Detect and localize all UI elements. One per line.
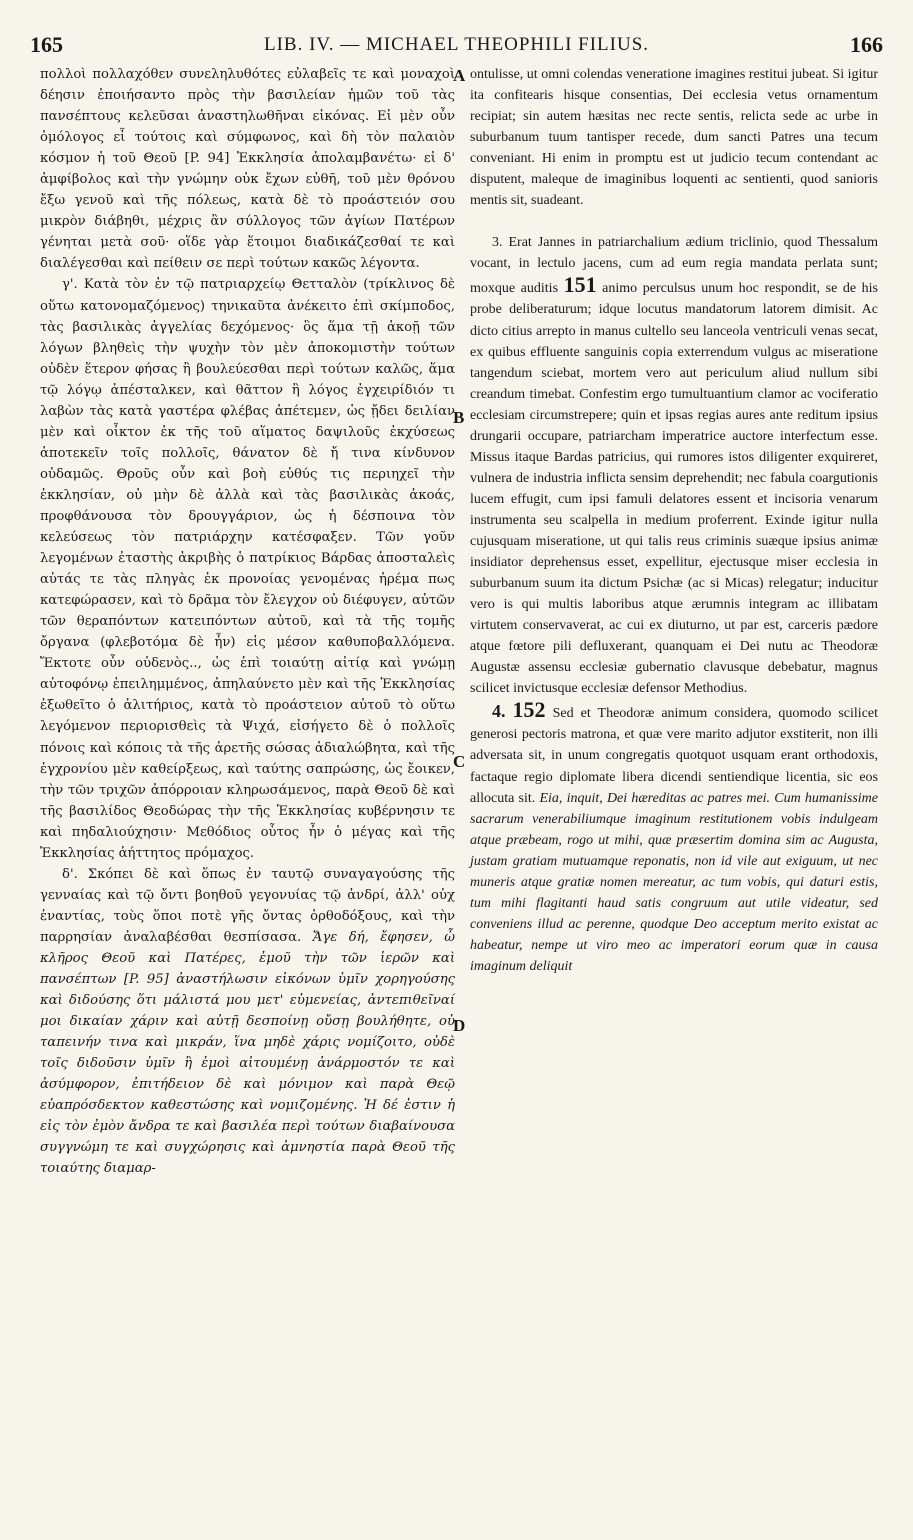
margin-marker-d: D — [453, 1016, 466, 1035]
latin-section-number-3: 3. — [492, 235, 503, 251]
marginal-page-number-152: 152 — [512, 697, 546, 723]
paragraph-gap — [470, 211, 878, 232]
margin-marker-c: C — [453, 752, 466, 771]
greek-paragraph-3-speech: Ἄγε δή, ἔφησεν, ὦ κλῆρος Θεοῦ καὶ Πατέρες, ἐμοῦ τὴν τῶν ἱερῶν καὶ πανσέπτων [P. 95] ἀναστήλωσιν εἰκόνων ὑμῖν χορηγούσης καὶ διδούσης ὅτι μάλιστά μου μετ' εὐμενείας, ἀντεπιθεῖναί μοι δικαίαν χάριν καὶ αὐτῇ δεσποίνῃ οὔσῃ βουλήθητε, οὐ ταπεινήν τινα καὶ μικράν, ἵνα μηδὲ χάρις νομίζοιτο, οὐδὲ τοῖς διδοῦσιν ὑμῖν ἢ ἐμοὶ αἰτουμένῃ ἀνάρμοστόν τε καὶ ἀσύμφορον, ἐπιτήδειον δὲ καὶ μόνιμον καὶ παρὰ Θεῷ εὐαπρόσδεκτον καθεστώσης καὶ νομιζομένης. Ἡ δέ ἐστιν ἡ εἰς τὸν ἐμὸν ἄνδρα τε καὶ βασιλέα περὶ τούτων διαβαίνουσα συγγνώμη τε καὶ συγχώρησις καὶ ἀμνηστία παρὰ Θεοῦ τῆς τοιαύτης διαμαρ- — [40, 929, 455, 1177]
latin-paragraph-2-text: animo perculsus unum hoc respondit, se de his probe deliberaturum; idque locutus mandatorum latorem dimisit. Ac dicto citius arrepto in manus cultello seu lanceola ventriculi venas secat, ex quibus effluente sanguinis copia exterrendum vulgus ac miseratione tangendum sciebat, mortem vero aut periculum aliud nullum sibi creandum timebat. Confestim ergo tumultuantium clamor ac vociferatio ecclesiam circumstrepere; quin et ipsas regias aures ante reditum ipsius drungarii occupare, patriarcham imperatrice auctore interfectum esse. Missus itaque Bardas patricius, qui rumores istos diligenter exquireret, vulnera de industria inflicta sensim deprehendit; nec fabula coargutionis lucem effugit, cum ipsi famuli delatores essent et incisoria venarum instrumenta seu scalpella in medium proferrent. Exinde igitur nulla cujusquam miseratione, ut qui talis reus criminis suæque ipsius animæ insidiator deprehensus esset, expellitur, ejectusque miser ecclesia in suburbanum suum ita dictum Psichæ (ac si Micas) relegatur; inducitur vero is qui multis laboribus atque ærumnis integram ac illibatam virtutem conservaverat, ac cui ex diuturno, ut par est, carceris pædore atque fœtore pili defluxerant, quanquam ei Dei nutu ac Theodoræ Augustæ assensu ecclesiæ gubernatio clavusque debebatur, magnus scilicet invictusque ecclesiæ defensor Methodius. — [470, 281, 878, 697]
running-title: LIB. IV. — MICHAEL THEOPHILI FILIUS. — [263, 34, 650, 55]
margin-marker-b: B — [453, 408, 465, 427]
latin-paragraph-3 — [470, 699, 878, 977]
marginal-page-number-151: 151 — [563, 272, 597, 298]
latin-paragraph-2 — [470, 232, 878, 699]
latin-section-number-4: 4. — [492, 701, 506, 722]
margin-marker-a: A — [453, 66, 466, 85]
greek-paragraph-2: γ'. Κατὰ τὸν ἐν τῷ πατριαρχείῳ Θετταλὸν (τρίκλινος δὲ οὕτω κατονομαζόμενος) τηνικαῦτα ἀνέκειτο ἐπὶ σκίμποδος, τὰς βασιλικὰς ἀγγελίας δεχόμενος· ὃς ἅμα τῇ ἀκοῇ τῶν λόγων βληθεὶς τὴν ψυχὴν τὸν μὲν ἀποκομιστὴν τούτων οὐδὲν ἕτερον φήσας ἢ βουλεύεσθαι περὶ τούτων καλῶς, ἅμα τῷ λόγῳ ἀπέσταλκεν, καὶ θᾶττον ἢ λόγος ἐγχειρίδιόν τι λαβὼν τὰς κατὰ γαστέρα φλέβας ἀπέτεμεν, ὡς ᾔδει δειλίαν μὲν καὶ οἶκτον ἐκ τῆς τοῦ αἵματος δαψιλοῦς ἐκχύσεως ἀποτεκεῖν τοῖς πολλοῖς, θάνατον δὲ ἤ τινα κίνδυνον οὐδαμῶς. Θροῦς οὖν καὶ βοὴ εὐθύς τις περιηχεῖ τὴν ἐκκλησίαν, οὐ μὴν δὲ ἀλλὰ καὶ τὰς βασιλικὰς ἀκοάς, προφθάνουσα τὸν δρουγγάριον, ὡς ἡ δέσποινα τὸν κελεύσεως τὸν πατριάρχην κατέσφαξεν. Τῶν γοῦν λεγομένων ἐταστὴς ἀκριβὴς ὁ πατρίκιος Βάρδας ἀποσταλεὶς αὐτάς τε τὰς πληγὰς ἐκ προνοίας γενομένας ἠρέμα πως κατεφώρασεν, καὶ τὸ δρᾶμα τὸν ἔλεγχον οὐ διέφυγεν, αὐτῶν τῶν θεραπόντων κατειπόντων αὐτοῦ, καὶ τὰ τῆς τομῆς ὄργανα (φλεβοτόμα δὲ ἦν) εἰς μέσον καθυποβαλλόμενα. Ἔκτοτε οὖν οὐδενὸς.., ὡς ἐπὶ τοιαύτῃ αἰτίᾳ καὶ γνώμῃ αὐτοφόνῳ ἐπειλημμένος, ἀπηλαύνετο μὲν καὶ τῆς Ἐκκλησίας ἐξωθεῖτο ὁ ἀλιτήριος, κατὰ τὸ προάστειον αὐτοῦ τὸ οὕτω λεγόμενον περιορισθεὶς τὰ Ψιχά, εἰσήγετο δὲ ὁ πολλοῖς πόνοις καὶ κόποις τὰ τῆς ἀρετῆς σώσας ἀδιαλώβητα, καὶ τῆς ἐγχρονίου μὲν καθείρξεως, καὶ ταύτης σαπρώσης, ὡς ἔοικεν, τὴν τῶν τριχῶν ἀπόρροιαν κληρωσάμενος, παρὰ Θεοῦ δὲ καὶ τῆς βασιλίδος Θεοδώρας τὴν τῆς Ἐκκλησίας κυβέρνησιν τε καὶ πηδαλιούχησιν· Μεθόδιος οὗτος ἦν ὁ μέγας καὶ τῆς Ἐκκλησίας ἀήττητος πρόμαχος. — [40, 277, 455, 861]
page-header — [30, 30, 883, 66]
page-number-left: 165 — [30, 32, 63, 57]
latin-paragraph-3-text: Sed et Theodoræ animum considera, quomodo scilicet generosi pectoris matrona, et quæ vere marito adjutor exstiterit, non illi adversata sit, in unum congregatis quotquot usquam erant orthodoxis, factaque regio diplomate libera dicendi sentiendique licentia, sic eos allocuta sit. — [470, 706, 879, 806]
page-number-right: 166 — [850, 32, 883, 57]
latin-column — [470, 64, 878, 1500]
latin-paragraph-3-speech: Eia, inquit, Dei hæreditas ac patres mei. Cum humanissime sacrarum venerabiliumque imaginum restitutionem vobis indulgeam atque præbeam, rogo ut mihi, quæ præsertim domina sim ac Augusta, justam gratiam mutuamque reponatis, non id vile aut exiguum, ut nec muneris atque gratiæ nomen mereatur, ac tum vobis, qui daturi estis, tum mihi flagitanti haud satis congruum aut utile videatur, sed conveniens illud ac perenne, quodque Deo acceptum merito existat ac habeatur, nempe ut viro meo ac imperatori eorum quæ in causa imaginum deliquit — [470, 790, 878, 974]
greek-paragraph-3 — [40, 864, 455, 1180]
greek-paragraph-3-text: δ'. Σκόπει δὲ καὶ ὅπως ἐν ταυτῷ συναγαγούσης τῆς γενναίας καὶ τῷ ὄντι βοηθοῦ γεγονυίας τῷ ἀνδρί, ἀλλ' οὐχ ἐναντίας, τοὺς ὅποι ποτὲ γῆς ὄντας ὀρθοδόξους, καὶ τὴν παρρησίαν ἀναλαβέσθαι θεσπίσασα. — [40, 866, 455, 945]
latin-paragraph-1: ontulisse, ut omni colendas veneratione imagines restitui jubeat. Si igitur ita confitearis hisque consentias, Dei ecclesia vetus ornamentum recipiat; sin autem hæsitas nec recte sentis, relicta sede ac urbe in suburbanum tuum tantisper recede, dum sancti Patres una tecum conveniant. Hi enim in promptu est ut judicio tecum contendant ac disputent, maleque de imaginibus loquenti ac sentienti, quod sanioris mentis sit, suadeant. — [470, 67, 878, 209]
greek-column — [40, 64, 455, 1500]
greek-paragraph-1: πολλοὶ πολλαχόθεν συνεληλυθότες εὐλαβεῖς τε καὶ μοναχοὶ δέησιν ἐποιήσαντο πρὸς τὴν βασιλείαν ἡμῶν τοῦ τὰς πανσέπτους κελεῦσαι ἀναστηλωθῆναι εἰκόνας. Εἰ μὲν οὖν ὁμόλογος εἶ τούτοις καὶ σύμφωνος, καὶ δὴ τὸν παλαιὸν κόσμον ἡ τοῦ Θεοῦ [P. 94] Ἐκκλησία ἀπολαμβανέτω· εἰ δ' ἀμφίβολος καὶ τὴν γνώμην οὐκ ἔχων εὐθῆ, τοῦ μὲν θρόνου ἔξω γενοῦ καὶ τῆς πόλεως, κατὰ δὲ τὸ προάστειόν σου μικρὸν διάβηθι, μέχρις ἂν σύλλογος τῶν ἁγίων Πατέρων γένηται μετὰ σοῦ· οἵδε γὰρ ἕτοιμοι διαδικάζεσθαί τε καὶ διαλέγεσθαι καὶ πείθειν σε περὶ τούτων κακῶς λέγοντα. — [40, 67, 455, 272]
latin-paragraph-2-lead: Erat Jannes in patriarchalium ædium triclinio, quod Thessalum vocant, in lectulo jacens, cum ad eum regia mandata perlata sunt; moxque auditis — [470, 235, 878, 297]
